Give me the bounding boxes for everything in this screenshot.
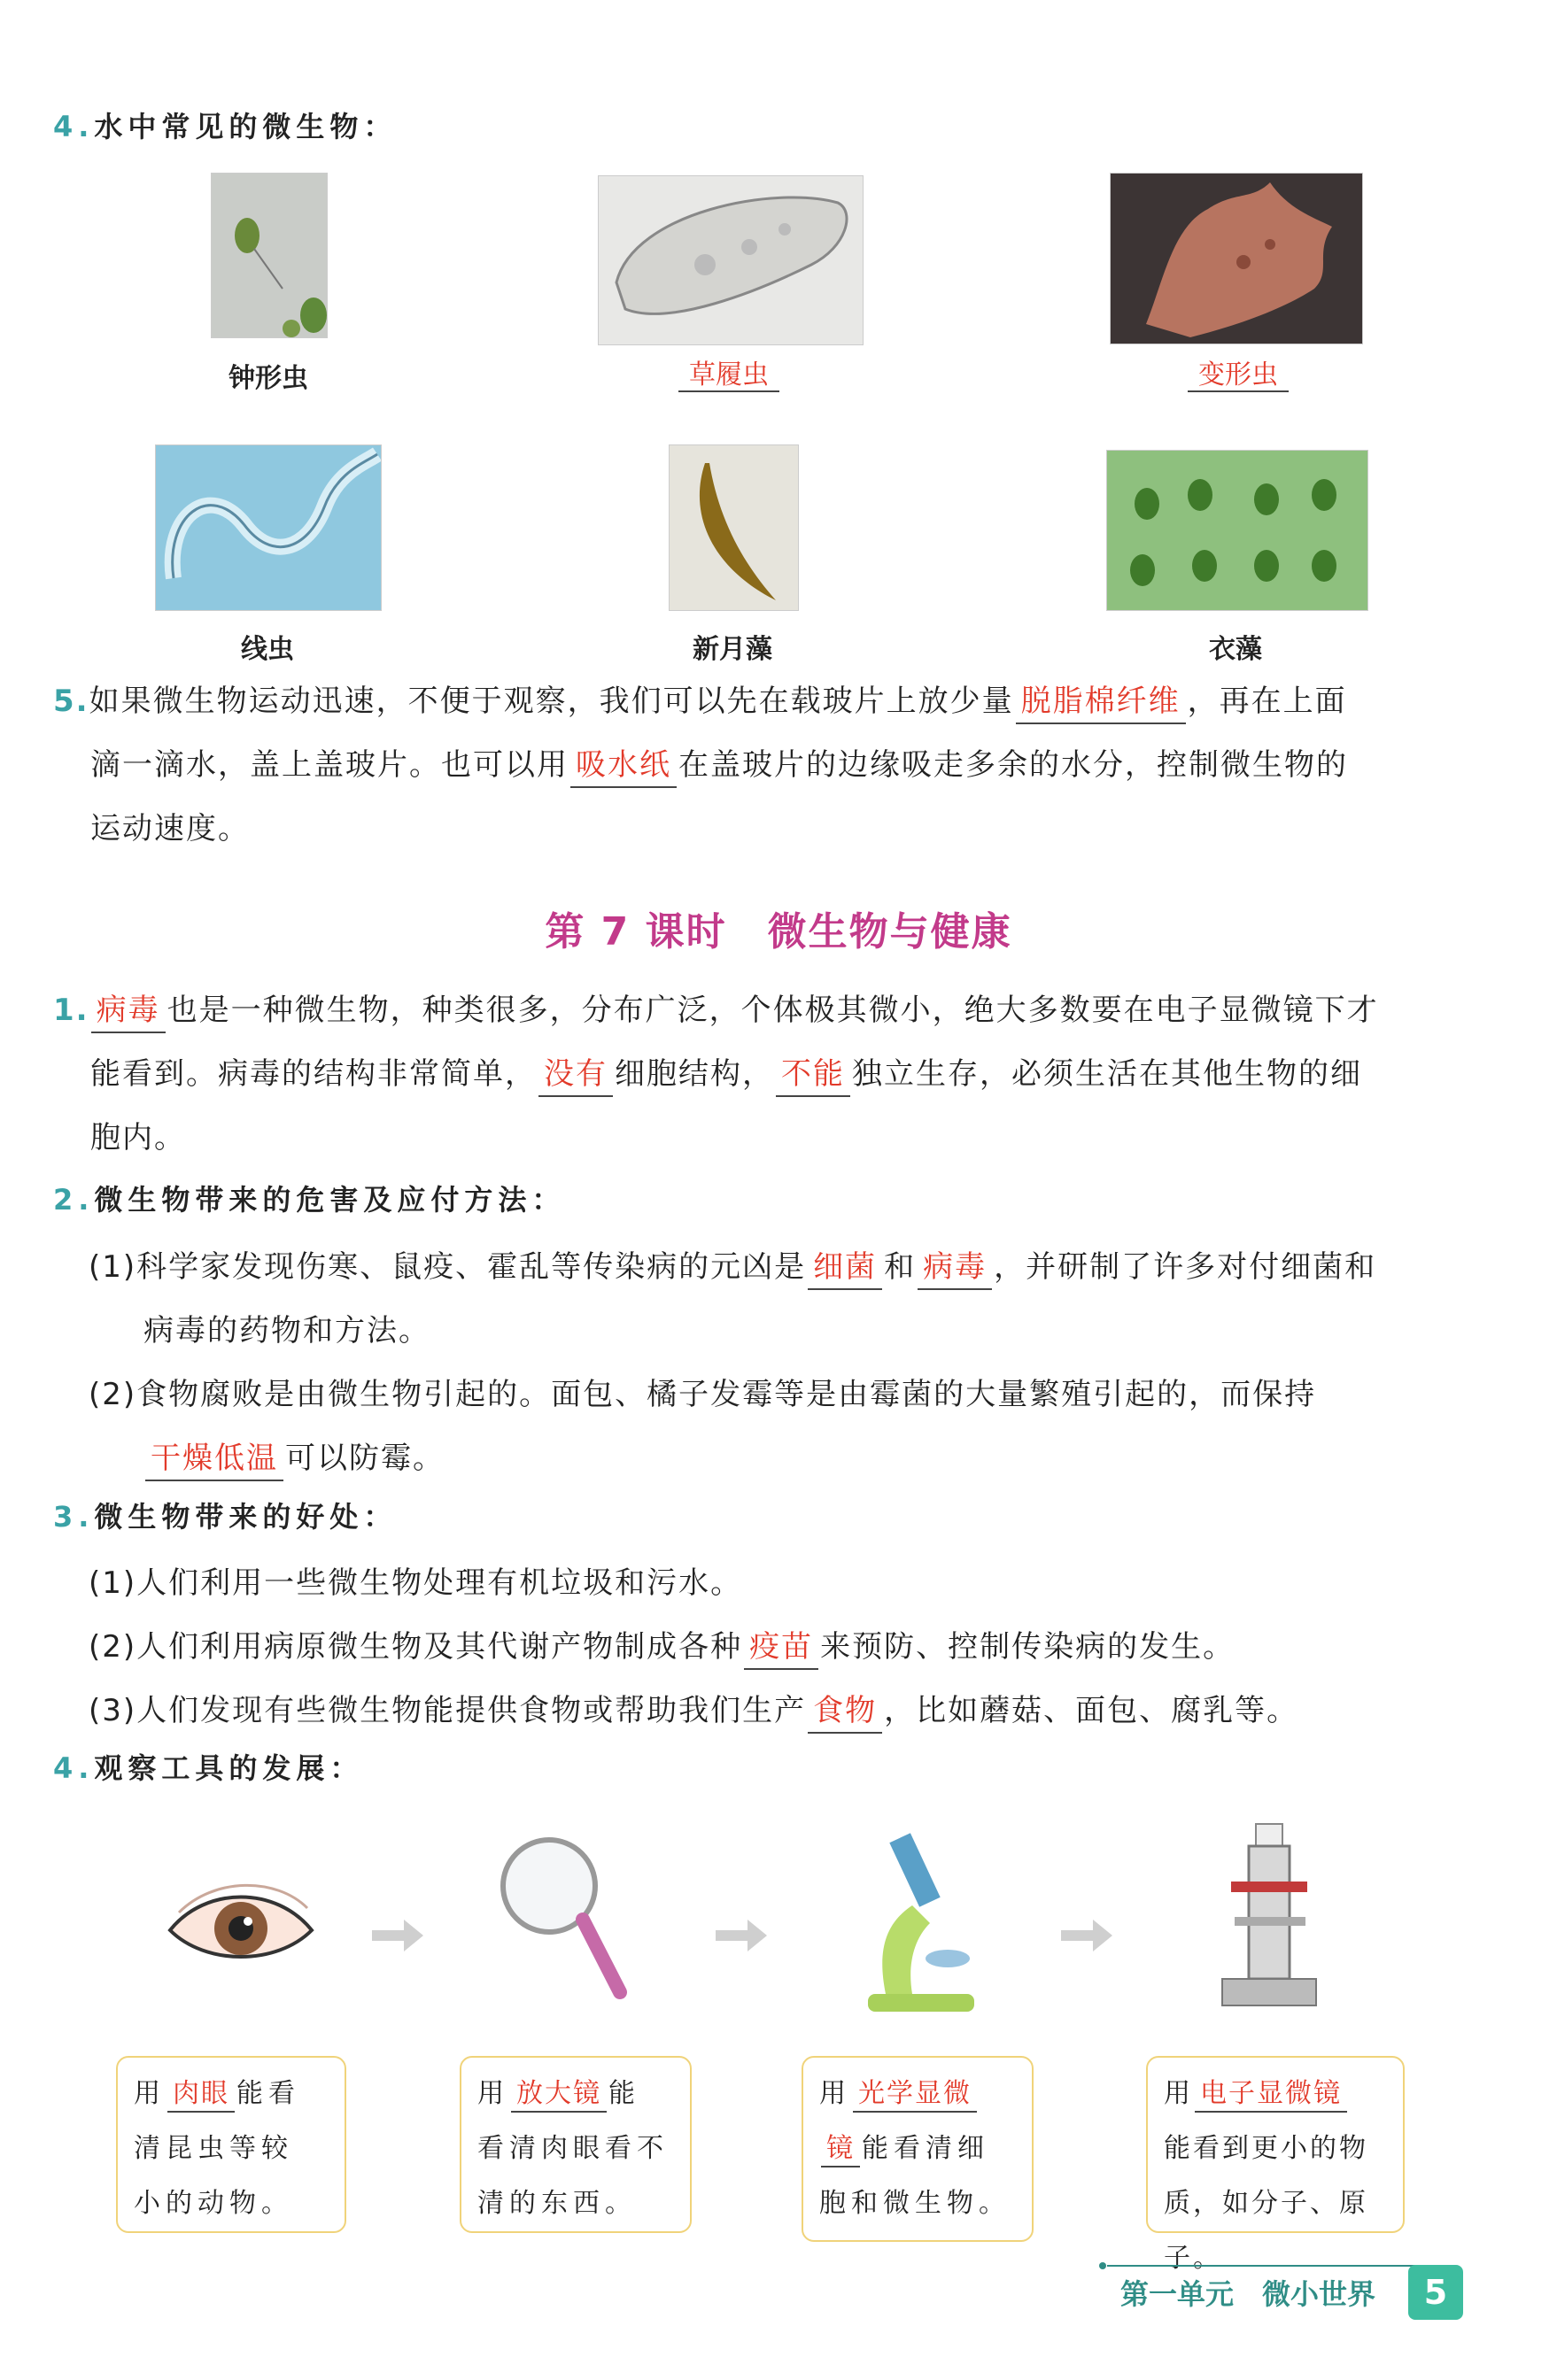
heading-text: 观察工具的发展： [94,1751,364,1785]
chlamydomonas-image [1106,450,1368,611]
tool-box-naked-eye [116,2056,346,2233]
answer-blank: 细菌 [808,1246,882,1290]
benefits-paragraphs [89,1551,1532,1742]
question-number: 4. [53,110,95,143]
text: 和 [884,1249,917,1285]
answer-blank: 病毒 [918,1246,992,1290]
text: 运动速度。 [90,811,250,846]
text: 也是一种微生物，种类很多，分布广泛，个体极其微小，绝大多数要在电子显微镜下才 [167,993,1379,1028]
microbe-label: 新月藻 [693,634,772,665]
text: 小的动物。 [134,2188,293,2219]
text: 能看到。病毒的结构非常简单， [90,1056,537,1092]
tools-heading [53,1746,363,1787]
answer-blank: 病毒 [91,989,166,1033]
answer-blank: 光学显微 [853,2077,977,2113]
lesson-title: 第 7 课时 微生物与健康 [545,909,1012,954]
arrow-right-icon [372,1918,425,1953]
text: 细胞结构， [615,1056,774,1092]
microbe-label-answer: 草履虫 [596,352,862,391]
text: 清昆虫等较 [134,2133,293,2164]
harms-heading [53,1178,565,1218]
microbe-label-answer: 变形虫 [1105,352,1371,391]
answer-blank: 镜 [821,2132,860,2168]
paragraph-slow-movement [53,669,1523,861]
microbe-label: 线虫 [241,634,294,665]
question-number: 3. [53,1500,95,1534]
electron-microscope-icon [1213,1820,1328,2014]
paragraph-virus [53,978,1532,1170]
text: 用 [477,2078,509,2109]
text: (2)食物腐败是由微生物引起的。面包、橘子发霉等是由霉菌的大量繁殖引起的，而保持 [89,1377,1317,1412]
text: (1)科学家发现伤寒、鼠疫、霍乱等传染病的元凶是 [89,1249,807,1285]
vorticella-image [211,173,328,338]
question-number: 4. [53,1751,95,1785]
text: 看清肉眼看不 [477,2133,669,2164]
eye-icon [161,1877,316,1974]
answer-blank: 放大镜 [511,2077,607,2113]
section-water-microbes-heading [53,104,397,145]
text: 用 [819,2078,851,2109]
heading-text: 微生物带来的危害及应付方法： [94,1183,566,1217]
question-number: 5. [53,684,89,719]
tool-box-electron-microscope [1146,2056,1405,2274]
heading-text: 水中常见的微生物： [94,110,398,143]
paramecium-image [598,175,864,345]
text: ，再在上面 [1187,684,1347,719]
magnifier-icon [496,1833,629,2001]
answer-blank: 食物 [808,1689,882,1734]
text: 能看 [236,2078,300,2109]
answer-blank: 不能 [776,1053,850,1097]
text: 能 [608,2078,640,2109]
tool-box-optical-microscope [802,2056,1034,2242]
text: 胞内。 [90,1120,186,1155]
microbe-label: 衣藻 [1209,634,1262,665]
text: 用 [1164,2078,1193,2109]
text: 独立生存，必须生活在其他生物的细 [852,1056,1362,1092]
answer-blank: 疫苗 [744,1626,818,1670]
text: 可以防霉。 [285,1441,445,1476]
text: 如果微生物运动迅速，不便于观察，我们可以先在载玻片上放少量 [89,684,1014,719]
arrow-right-icon [1061,1918,1114,1953]
heading-text: 微生物带来的好处： [94,1500,398,1534]
text: ，并研制了许多对付细菌和 [994,1249,1377,1285]
text: ，比如蘑菇、面包、腐乳等。 [884,1693,1299,1728]
text: 用 [134,2078,166,2109]
text: 滴一滴水，盖上盖玻片。也可以用 [90,747,569,783]
text: 胞和微生物。 [819,2188,1011,2219]
nematode-image [155,444,382,611]
question-number: 2. [53,1183,95,1217]
footer-unit-title: 第一单元 微小世界 [1120,2277,1376,2311]
benefits-heading [53,1495,397,1535]
answer-blank: 肉眼 [167,2077,235,2113]
answer-blank: 干燥低温 [145,1437,283,1481]
text: 清的东西。 [477,2188,637,2219]
closterium-image [669,444,799,611]
text: 能看到更小的物 [1164,2133,1368,2164]
text: 在盖玻片的边缘吸走多余的水分，控制微生物的 [678,747,1348,783]
text: (1)人们利用一些微生物处理有机垃圾和污水。 [89,1565,743,1601]
text: 质，如分子、原子。 [1164,2188,1368,2274]
answer-blank: 电子显微镜 [1195,2077,1347,2113]
text: (3)人们发现有些微生物能提供食物或帮助我们生产 [89,1693,807,1728]
answer-blank: 没有 [538,1053,613,1097]
arrow-right-icon [716,1918,769,1953]
optical-microscope-icon [850,1826,983,2016]
answer-blank: 脱脂棉纤维 [1016,680,1186,724]
answer-blank: 吸水纸 [570,744,677,788]
harms-paragraphs [89,1235,1532,1490]
footer-divider [1098,2261,1417,2270]
microbe-label: 钟形虫 [229,363,308,394]
amoeba-image [1110,173,1363,344]
tool-box-magnifier [460,2056,692,2233]
text: 病毒的药物和方法。 [143,1313,430,1348]
text: (2)人们利用病原微生物及其代谢产物制成各种 [89,1629,743,1665]
page-number: 5 [1408,2265,1463,2320]
text: 来预防、控制传染病的发生。 [820,1629,1236,1665]
question-number: 1. [53,993,89,1028]
text: 能看清细 [862,2133,989,2164]
